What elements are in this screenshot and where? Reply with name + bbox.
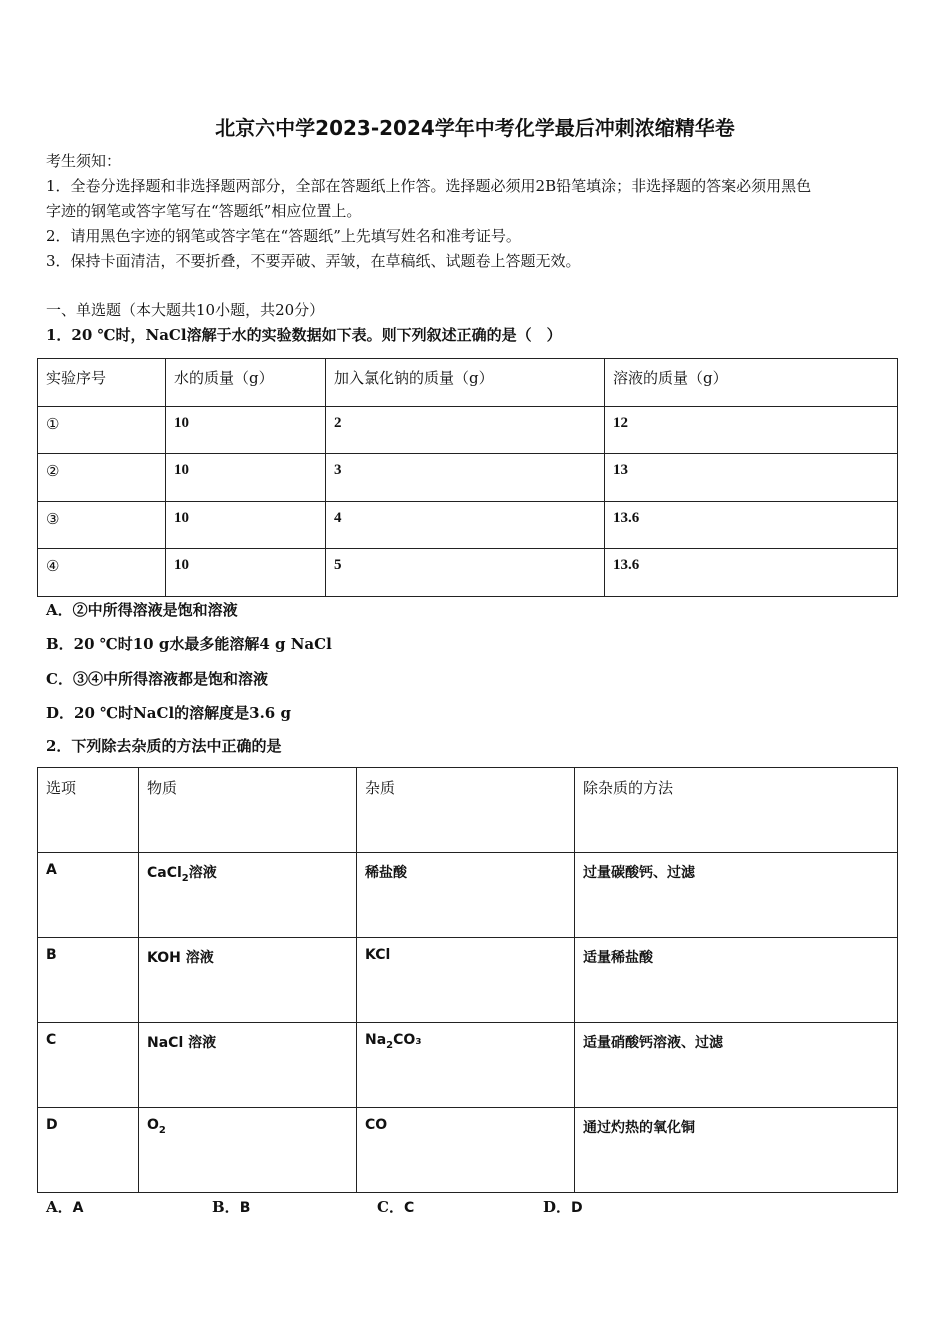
table-cell: B [38, 938, 139, 1023]
table-header-cell: 选项 [38, 768, 139, 853]
question-2-table [37, 767, 898, 1193]
table-cell: ② [38, 454, 166, 502]
table-row [38, 501, 898, 549]
table-cell [357, 1023, 575, 1108]
table-header-cell: 水的质量（g） [166, 359, 326, 407]
question-1-option-c: C．③④中所得溶液都是饱和溶液 [46, 670, 268, 688]
table-cell: 10 [166, 406, 326, 454]
answer-prefix: B． [212, 1198, 240, 1216]
table-cell: 10 [166, 454, 326, 502]
table-cell: 过量碳酸钙、过滤 [575, 853, 898, 938]
table-cell: 适量稀盐酸 [575, 938, 898, 1023]
table-cell: 4 [326, 501, 605, 549]
table-cell: 10 [166, 501, 326, 549]
table-cell [139, 1108, 357, 1193]
notice-item-3: 3．保持卡面清洁，不要折叠，不要弄破、弄皱，在草稿纸、试题卷上答题无效。 [46, 252, 581, 270]
table-cell: KCl [357, 938, 575, 1023]
table-row [38, 549, 898, 597]
formula: CaCl [147, 865, 182, 881]
table-header-cell: 实验序号 [38, 359, 166, 407]
answer-value: A [72, 1200, 84, 1216]
question-1-option-d: D．20 ℃时NaCl的溶解度是3.6 g [46, 704, 291, 722]
question-1-table [37, 358, 898, 597]
table-header-cell: 物质 [139, 768, 357, 853]
table-cell: ① [38, 406, 166, 454]
table-header-cell: 杂质 [357, 768, 575, 853]
table-cell: 3 [326, 454, 605, 502]
question-2-answer-a [46, 1196, 83, 1217]
formula: Na [365, 1032, 387, 1048]
table-cell: 13.6 [605, 501, 898, 549]
table-cell: 13 [605, 454, 898, 502]
answer-prefix: A． [46, 1198, 73, 1216]
formula-tail: CO₃ [393, 1032, 422, 1048]
table-row [38, 938, 898, 1023]
answer-value: B [239, 1200, 251, 1216]
question-2-answer-d [543, 1196, 583, 1217]
formula-subscript: 2 [158, 1124, 166, 1136]
table-cell: ④ [38, 549, 166, 597]
formula-subscript: 2 [386, 1039, 394, 1051]
table-cell: A [38, 853, 139, 938]
answer-value: C [403, 1200, 415, 1216]
table-cell: CO [357, 1108, 575, 1193]
table-row [38, 853, 898, 938]
table-row [38, 406, 898, 454]
table-row [38, 1108, 898, 1193]
formula-tail: 溶液 [188, 865, 217, 881]
table-cell: 适量硝酸钙溶液、过滤 [575, 1023, 898, 1108]
table-row [38, 1023, 898, 1108]
question-1-stem: 1．20 ℃时，NaCl溶解于水的实验数据如下表。则下列叙述正确的是（ ） [46, 326, 562, 344]
table-cell: C [38, 1023, 139, 1108]
section-heading: 一、单选题（本大题共10小题，共20分） [46, 301, 325, 319]
table-cell: 5 [326, 549, 605, 597]
question-1-option-b: B．20 ℃时10 g水最多能溶解4 g NaCl [46, 635, 332, 653]
notice-item-1-line-2: 字迹的钢笔或答字笔写在“答题纸”相应位置上。 [46, 202, 362, 220]
answer-value: D [571, 1200, 583, 1216]
formula: O [147, 1117, 159, 1133]
table-cell: KOH 溶液 [139, 938, 357, 1023]
table-cell: 2 [326, 406, 605, 454]
table-header-cell: 加入氯化钠的质量（g） [326, 359, 605, 407]
answer-prefix: D． [543, 1198, 572, 1216]
table-cell: NaCl 溶液 [139, 1023, 357, 1108]
question-2-answer-b [212, 1196, 250, 1217]
table-cell: 10 [166, 549, 326, 597]
question-1-option-a: A．②中所得溶液是饱和溶液 [46, 601, 238, 619]
formula-subscript: 2 [181, 872, 189, 884]
question-2-answer-c [377, 1196, 414, 1217]
table-header-row [38, 768, 898, 853]
notice-item-1-line-1: 1．全卷分选择题和非选择题两部分，全部在答题纸上作答。选择题必须用2B铅笔填涂；非选择题的答案必须用黑色 [46, 177, 812, 195]
page-title: 北京六中学2023-2024学年中考化学最后冲刺浓缩精华卷 [215, 116, 735, 140]
table-cell: 通过灼热的氧化铜 [575, 1108, 898, 1193]
notice-heading: 考生须知： [46, 152, 122, 170]
table-header-cell: 除杂质的方法 [575, 768, 898, 853]
answer-prefix: C． [377, 1198, 404, 1216]
notice-item-2: 2．请用黑色字迹的钢笔或答字笔在“答题纸”上先填写姓名和准考证号。 [46, 227, 521, 245]
table-cell: 12 [605, 406, 898, 454]
table-cell: 13.6 [605, 549, 898, 597]
table-cell [139, 853, 357, 938]
table-row [38, 454, 898, 502]
table-cell: 稀盐酸 [357, 853, 575, 938]
table-cell: D [38, 1108, 139, 1193]
table-header-cell: 溶液的质量（g） [605, 359, 898, 407]
table-cell: ③ [38, 501, 166, 549]
table-header-row [38, 359, 898, 407]
question-2-stem: 2．下列除去杂质的方法中正确的是 [46, 737, 282, 755]
